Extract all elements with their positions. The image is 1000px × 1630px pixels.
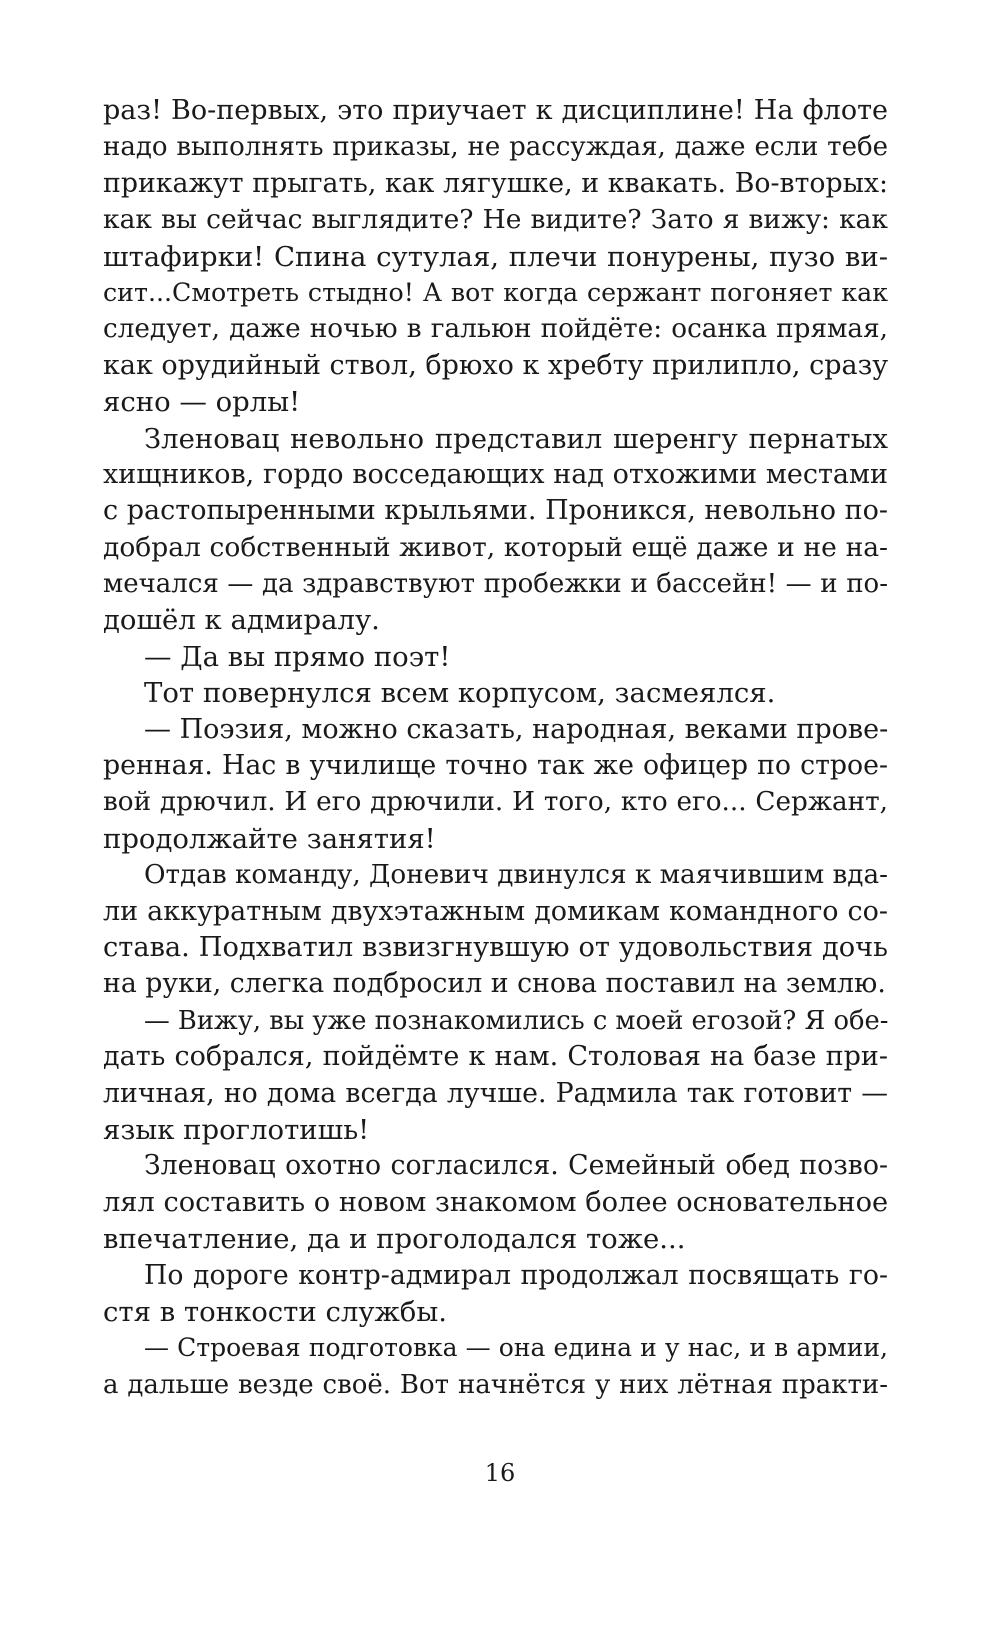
paragraph [103,1148,888,1257]
text-line: как вы сейчас выглядите? Не видите? Зато я вижу: как [103,204,888,236]
text-line: язык проглотишь! [103,1113,370,1146]
text-line: мечался — да здравствуют пробежки и бассейн! — и по- [103,569,888,600]
text-line: прикажут прыгать, как лягушке, и квакать. Во-вторых: [103,167,888,199]
text-line: на руки, слегка подбросил и снова поставил на землю. [103,968,886,1000]
paragraph [103,1003,888,1149]
text-line: ли аккуратным двухэтажным домикам командного со- [103,895,888,927]
paragraph [103,1258,888,1331]
text-line: ясно — орлы! [103,386,301,419]
text-line: впечатление, да и проголодался тоже... [103,1223,686,1256]
text-line: продолжайте занятия! [103,822,436,855]
page-body [103,93,888,1403]
text-line: лял составить о новом знакомом более основательное [103,1186,889,1218]
text-line: — Вижу, вы уже познакомились с моей егозой? Я обе- [144,1005,889,1036]
text-line: штафирки! Спина сутулая, плечи понурены, пузо ви- [103,240,888,273]
paragraph [103,639,888,675]
text-line: надо выполнять приказы, не рассуждая, даже если тебе [103,132,888,163]
text-line: Зленовац охотно согласился. Семейный обед позво- [144,1150,888,1182]
text-line: добрал собственный живот, который ещё даже и не на- [103,531,888,563]
paragraph [103,93,888,421]
text-line: Тот повернулся всем корпусом, засмеялся. [144,677,776,710]
text-line: — Поэзия, можно сказать, народная, веками прове- [144,713,889,745]
text-line: става. Подхватил взвизгнувшую от удовольствия дочь [103,931,888,963]
text-line: как орудийный ствол, брюхо к хребту прилипло, сразу [103,349,889,381]
text-line: а дальше везде своё. Вот начнётся у них лётная практи- [103,1369,888,1400]
text-line: По дороге контр-адмирал продолжал посвящать го- [144,1259,888,1291]
text-line: стя в тонкости службы. [103,1295,447,1328]
text-line: сит...Смотреть стыдно! А вот когда сержант погоняет как [103,277,888,307]
text-line: личная, но дома всегда лучше. Радмила так готовит — [103,1077,888,1109]
text-line: вой дрючил. И его дрючили. И того, кто его... Сержант, [103,787,888,818]
text-line: хищников, гордо восседающих над отхожими местами [103,458,888,490]
paragraph [103,712,888,858]
text-line: Зленовац невольно представил шеренгу пернатых [144,422,888,455]
paragraph [103,675,888,711]
text-line: раз! Во-первых, это приучает к дисциплине! На флоте [103,95,888,126]
text-line: с растопыренными крыльями. Проникся, невольно по- [103,495,888,527]
paragraph [103,857,888,1003]
page-number: 16 [484,1459,516,1487]
paragraph [103,421,888,639]
text-line: дошёл к адмиралу. [103,604,380,637]
text-line: — Да вы прямо поэт! [144,640,451,673]
text-line: Отдав команду, Доневич двинулся к маячившим вда- [144,860,888,891]
text-line: ренная. Нас в училище точно так же офицер по строе- [103,750,888,782]
text-line: следует, даже ночью в гальюн пойдёте: осанка прямая, [103,314,888,345]
text-line: дать собрался, пойдёмте к нам. Столовая на базе при- [103,1041,888,1073]
text-line: — Строевая подготовка — она едина и у нас, и в армии, [144,1333,888,1363]
paragraph [103,1330,888,1403]
